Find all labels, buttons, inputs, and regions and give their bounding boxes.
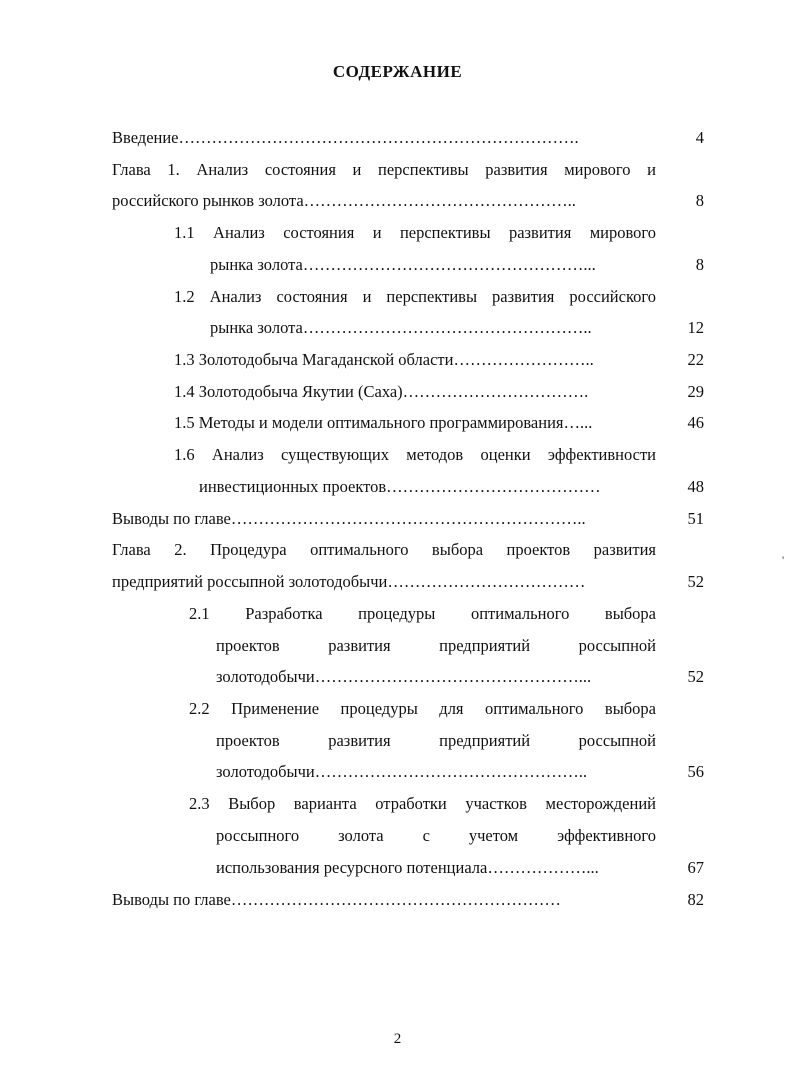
- toc-title: СОДЕРЖАНИЕ: [332, 62, 463, 81]
- toc-page-number: 8: [695, 255, 704, 274]
- toc-entry-continuation: [0, 856, 795, 880]
- toc-entry-continuation: [0, 729, 795, 753]
- toc-entry-text: проектов развития предприятий россыпной: [216, 731, 656, 750]
- toc-entry: [0, 507, 795, 531]
- toc-entry: [0, 380, 795, 404]
- toc-entry-continuation: [0, 824, 795, 848]
- toc-page-number: 52: [687, 667, 704, 686]
- toc-entry-text: россыпного золота с учетом эффективного: [216, 826, 656, 845]
- toc-entry-continuation: [0, 253, 795, 277]
- toc-entry-text: 1.6 Анализ существующих методов оценки эффективности: [174, 445, 656, 464]
- toc-entry-text: Выводы по главе………………………………………………………..: [112, 509, 586, 528]
- toc-entry: [0, 443, 795, 467]
- toc-entry: [0, 697, 795, 721]
- toc-page-number: 52: [687, 572, 704, 591]
- toc-entry: [0, 158, 795, 182]
- toc-entry-continuation: [0, 570, 795, 594]
- toc-entry-text: предприятий россыпной золотодобычи………………………………: [112, 572, 586, 591]
- toc-entry-text: 1.1 Анализ состояния и перспективы развития мирового: [174, 223, 656, 242]
- toc-entry-continuation: [0, 634, 795, 658]
- toc-page-number: 4: [695, 128, 704, 147]
- toc-entry-text: рынка золота……………………………………………...: [210, 255, 596, 274]
- toc-entry: [0, 602, 795, 626]
- toc-entry-text: 1.3 Золотодобыча Магаданской области……………………..: [174, 350, 594, 369]
- toc-entry-text: инвестиционных проектов…………………………………: [199, 477, 601, 496]
- toc-page-number: 29: [687, 382, 704, 401]
- toc-entry-continuation: [0, 665, 795, 689]
- toc-page-number: 82: [687, 890, 704, 909]
- margin-mark: ': [782, 553, 785, 567]
- toc-entry-text: российского рынков золота…………………………………………..: [112, 191, 576, 210]
- toc-entry-text: 2.3 Выбор варианта отработки участков месторождений: [189, 794, 656, 813]
- toc-entry: [0, 285, 795, 309]
- toc-page-number: 12: [687, 318, 704, 337]
- toc-entry-text: 1.5 Методы и модели оптимального программирования…...: [174, 413, 593, 432]
- toc-entry-text: Глава 1. Анализ состояния и перспективы развития мирового и: [112, 160, 656, 179]
- toc-entry-text: 2.2 Применение процедуры для оптимального выбора: [189, 699, 656, 718]
- toc-entry-text: рынка золота……………………………………………..: [210, 318, 592, 337]
- toc-entry-text: использования ресурсного потенциала………………...: [216, 858, 599, 877]
- toc-page-number: 56: [687, 762, 704, 781]
- toc-entry-text: проектов развития предприятий россыпной: [216, 636, 656, 655]
- toc-page-number: 8: [695, 191, 704, 210]
- toc-entry: [0, 221, 795, 245]
- toc-entry-text: золотодобычи…………………………………………...: [216, 667, 592, 686]
- toc-entry: [0, 348, 795, 372]
- toc-entry-continuation: [0, 760, 795, 784]
- toc-page-number: 46: [687, 413, 704, 432]
- toc-page-number: 22: [687, 350, 704, 369]
- toc-entry-text: 1.4 Золотодобыча Якутии (Саха)…………………………….: [174, 382, 589, 401]
- toc-entry-text: Глава 2. Процедура оптимального выбора проектов развития: [112, 540, 656, 559]
- page-number: 2: [393, 1031, 402, 1047]
- toc-entry-continuation: [0, 316, 795, 340]
- toc-page-number: 48: [687, 477, 704, 496]
- toc-entry: [0, 411, 795, 435]
- toc-entry-text: Введение……………………………………………………………….: [112, 128, 579, 147]
- toc-page-number: 67: [687, 858, 704, 877]
- toc-entry: [0, 538, 795, 562]
- toc-entry: [0, 888, 795, 912]
- toc-entry-text: 2.1 Разработка процедуры оптимального выбора: [189, 604, 656, 623]
- toc-entry-text: Выводы по главе……………………………………………………: [112, 890, 561, 909]
- toc-entry-continuation: [0, 475, 795, 499]
- toc-entry-text: 1.2 Анализ состояния и перспективы развития российского: [174, 287, 656, 306]
- toc-entry-continuation: [0, 189, 795, 213]
- toc-entry: [0, 126, 795, 150]
- toc-entry-text: золотодобычи…………………………………………..: [216, 762, 587, 781]
- toc-entry: [0, 792, 795, 816]
- toc-page-number: 51: [687, 509, 704, 528]
